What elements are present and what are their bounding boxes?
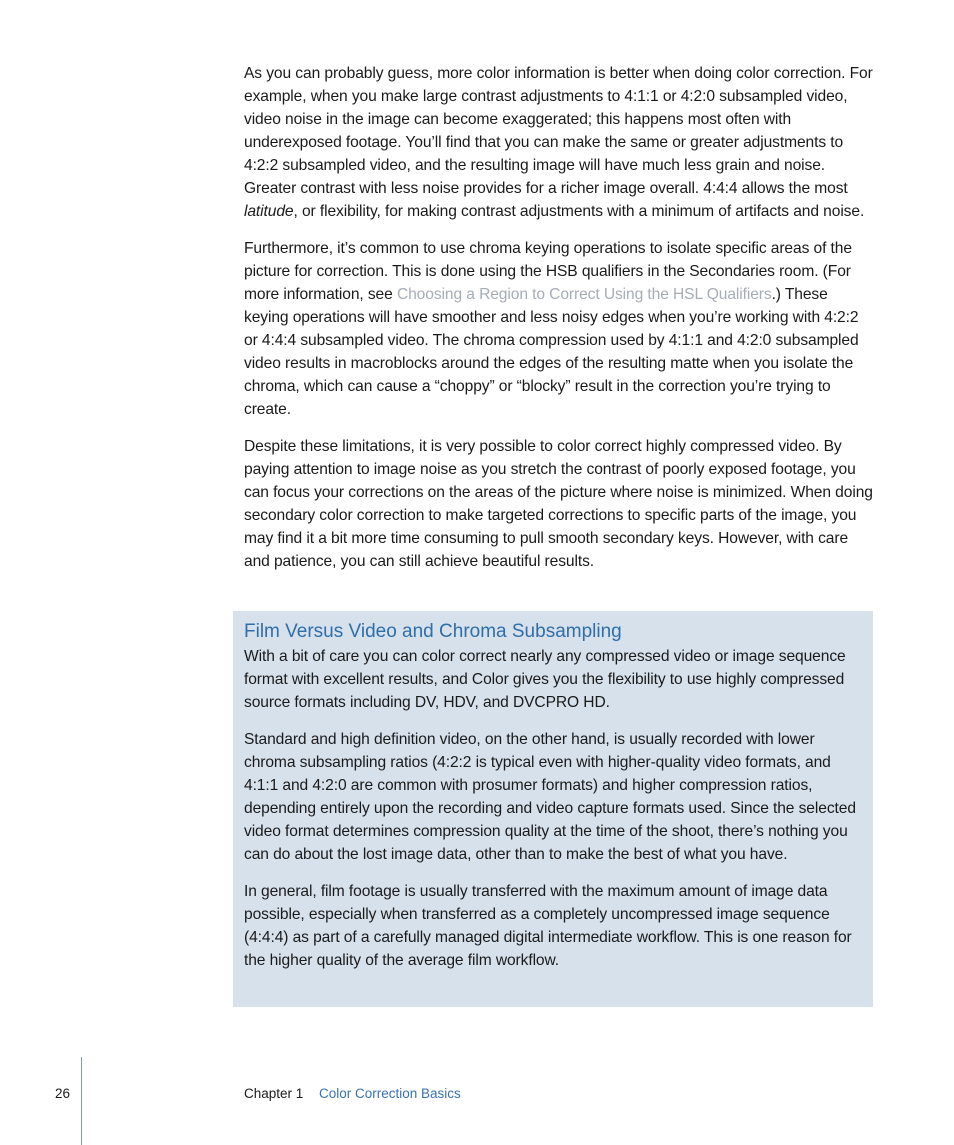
chapter-title: Color Correction Basics [319,1086,461,1101]
body-paragraph-1 [244,62,876,223]
main-content [244,62,876,587]
sidebar-paragraph-3: In general, film footage is usually transferred with the maximum amount of image data possible, especially when transferred as a completely uncompressed image sequence (4:4:4) as part of a carefully managed digital intermediate workflow. This is one reason for the higher quality of the average film workflow. [244,883,852,969]
sidebar-box [233,611,873,1007]
paragraph-1-text-b: , or flexibility, for making contrast adjustments with a minimum of artifacts and noise. [293,203,865,220]
body-paragraph-2 [244,237,876,421]
paragraph-1-text-a: As you can probably guess, more color information is better when doing color correction. For example, when you make large contrast adjustments to 4:1:1 or 4:2:0 subsampled video, video noise in the image can become exaggerated; this happens most often with underexposed footage. You’ll find that you can make the same or greater adjustments to 4:2:2 subsampled video, and the resulting image will have much less grain and noise. Greater contrast with less noise provides for a richer image overall. 4:4:4 allows the most [244,65,873,197]
page-footer [0,1086,954,1116]
hsl-qualifiers-link[interactable]: Choosing a Region to Correct Using the HSL Qualifiers [396,286,772,303]
paragraph-1-italic-term: latitude [244,203,294,220]
chapter-label: Chapter 1 [244,1086,304,1101]
sidebar-paragraph-1: With a bit of care you can color correct nearly any compressed video or image sequence format with excellent results, and Color gives you the flexibility to use highly compressed source formats including DV, HDV, and DVCPRO HD. [244,648,846,711]
page-number: 26 [55,1086,71,1101]
paragraph-3-text: Despite these limitations, it is very possible to color correct highly compressed video. By paying attention to image noise as you stretch the contrast of poorly exposed footage, you can focus your corrections on the areas of the picture where noise is minimized. When doing secondary color correction to make targeted corrections to specific parts of the image, you may find it a bit more time consuming to pull smooth secondary keys. However, with care and patience, you can still achieve beautiful results. [244,438,873,570]
sidebar-title: Film Versus Video and Chroma Subsampling [244,621,622,642]
body-paragraph-3 [244,435,876,573]
sidebar-paragraph-2: Standard and high definition video, on the other hand, is usually recorded with lower chroma subsampling ratios (4:2:2 is typical even with higher-quality video formats, and 4:1:1 and 4:2:0 are common with prosumer formats) and higher compression ratios, depending entirely upon the recording and video capture formats used. Since the selected video format determines compression quality at the time of the shoot, there’s nothing you can do about the lost image data, other than to make the best of what you have. [244,731,856,863]
paragraph-2-text-b: .) These keying operations will have smoother and less noisy edges when you’re working with 4:2:2 or 4:4:4 subsampled video. The chroma compression used by 4:1:1 and 4:2:0 subsampled video results in macroblocks around the edges of the resulting matte when you isolate the chroma, which can cause a “choppy” or “blocky” result in the correction you’re trying to create. [244,286,859,418]
paragraph-2-text-a: Furthermore, it’s common to use chroma keying operations to isolate specific areas of the picture for correction. This is done using the HSB qualifiers in the Secondaries room. (For more information, see [244,240,852,303]
